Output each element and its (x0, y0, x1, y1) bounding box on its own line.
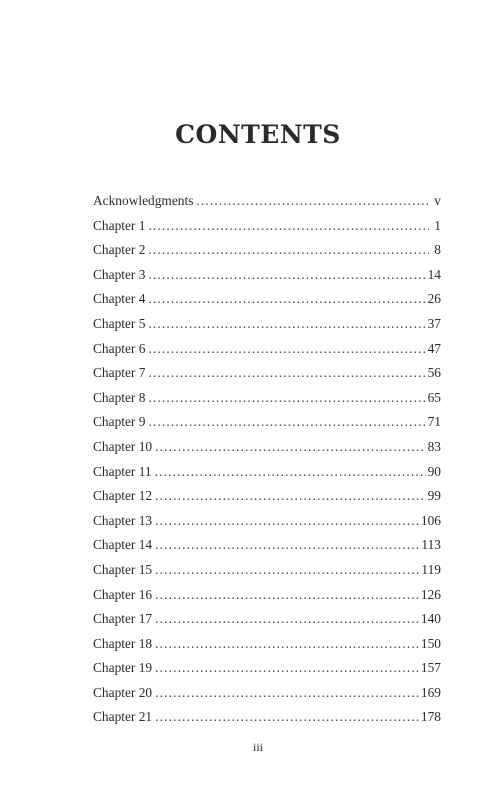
toc-entry-label: Acknowledgments (93, 193, 194, 208)
toc-entry-label: Chapter 20 (93, 684, 153, 700)
toc-entry-label: Chapter 4 (93, 291, 146, 307)
toc-entry-label: Chapter 6 (93, 340, 146, 356)
dot-leader (155, 708, 419, 726)
toc-entry-label: Chapter 19 (93, 660, 153, 676)
toc-entry-label: Chapter 17 (93, 611, 153, 627)
toc-entry-label: Chapter 10 (93, 438, 153, 454)
toc-entry-page: 140 (420, 611, 441, 627)
toc-entry-label: Chapter 12 (93, 488, 153, 504)
dot-leader (148, 340, 425, 358)
toc-entry-label: Chapter 1 (93, 217, 146, 233)
toc-entry-label: Chapter 3 (93, 266, 146, 282)
dot-leader (148, 389, 425, 407)
toc-entry-label: Chapter 13 (93, 512, 153, 528)
toc-entry-label: Chapter 9 (93, 414, 146, 430)
toc-entry-label: Chapter 11 (93, 463, 152, 479)
toc-entry-page: 157 (420, 660, 441, 676)
toc-entry (93, 463, 441, 488)
toc-entry (93, 290, 441, 315)
page-number: iii (252, 740, 263, 754)
toc-entry (93, 364, 441, 389)
toc-entry-page: 8 (434, 242, 441, 258)
toc-entry (93, 438, 441, 463)
toc-entry-page: 56 (427, 365, 441, 381)
dot-leader (155, 463, 426, 481)
toc-entry-page: 71 (427, 414, 441, 430)
dot-leader (148, 290, 425, 308)
toc-entry-label: Chapter 5 (93, 315, 146, 331)
dot-leader (148, 217, 429, 235)
toc-entry-page: 83 (427, 438, 441, 454)
toc-entry (93, 340, 441, 365)
toc-entry-page: 26 (427, 291, 441, 307)
dot-leader (148, 413, 425, 431)
toc-entry (93, 266, 441, 291)
toc-entry (93, 659, 441, 684)
toc-entry (93, 586, 441, 611)
toc-entry-page: 47 (427, 340, 441, 356)
toc-entry (93, 241, 441, 266)
page-title: CONTENTS (175, 120, 341, 149)
toc-entry-page: v (434, 193, 441, 208)
table-of-contents (93, 192, 441, 733)
toc-entry (93, 315, 441, 340)
toc-entry-page: 178 (420, 709, 441, 725)
toc-entry (93, 512, 441, 537)
toc-entry (93, 389, 441, 414)
toc-entry-page: 1 (434, 217, 441, 233)
dot-leader (155, 487, 425, 505)
dot-leader (155, 512, 419, 530)
toc-entry-label: Chapter 18 (93, 635, 153, 651)
toc-entry-label: Chapter 14 (93, 537, 153, 553)
toc-entry-label: Chapter 16 (93, 586, 153, 602)
dot-leader (155, 635, 419, 653)
toc-entry-label: Chapter 7 (93, 365, 146, 381)
toc-entry-page: 90 (427, 463, 441, 479)
dot-leader (155, 561, 419, 579)
dot-leader (155, 438, 425, 456)
dot-leader (148, 241, 429, 259)
toc-entry-page: 169 (420, 684, 441, 700)
toc-entry (93, 610, 441, 635)
toc-entry (93, 487, 441, 512)
toc-entry-label: Chapter 2 (93, 242, 146, 258)
toc-entry (93, 635, 441, 660)
toc-entry-page: 65 (427, 389, 441, 405)
toc-entry (93, 708, 441, 733)
toc-entry (93, 561, 441, 586)
toc-entry (93, 217, 441, 242)
toc-entry-label: Chapter 8 (93, 389, 146, 405)
toc-entry-page: 37 (427, 315, 441, 331)
toc-entry-page: 106 (420, 512, 441, 528)
dot-leader (155, 586, 419, 604)
dot-leader (148, 364, 425, 382)
dot-leader (155, 536, 419, 554)
toc-entry-page: 113 (421, 537, 441, 553)
toc-entry-label: Chapter 21 (93, 709, 153, 725)
dot-leader (155, 659, 419, 677)
dot-leader (196, 192, 429, 210)
toc-entry-page: 150 (420, 635, 441, 651)
dot-leader (155, 610, 419, 628)
toc-entry-page: 14 (427, 266, 441, 282)
toc-entry (93, 536, 441, 561)
toc-entry-page: 126 (420, 586, 441, 602)
dot-leader (148, 266, 425, 284)
toc-entry (93, 192, 441, 217)
dot-leader (155, 684, 419, 702)
toc-entry-page: 119 (421, 561, 441, 577)
toc-entry (93, 413, 441, 438)
dot-leader (148, 315, 425, 333)
toc-entry-page: 99 (427, 488, 441, 504)
toc-entry (93, 684, 441, 709)
toc-entry-label: Chapter 15 (93, 561, 153, 577)
